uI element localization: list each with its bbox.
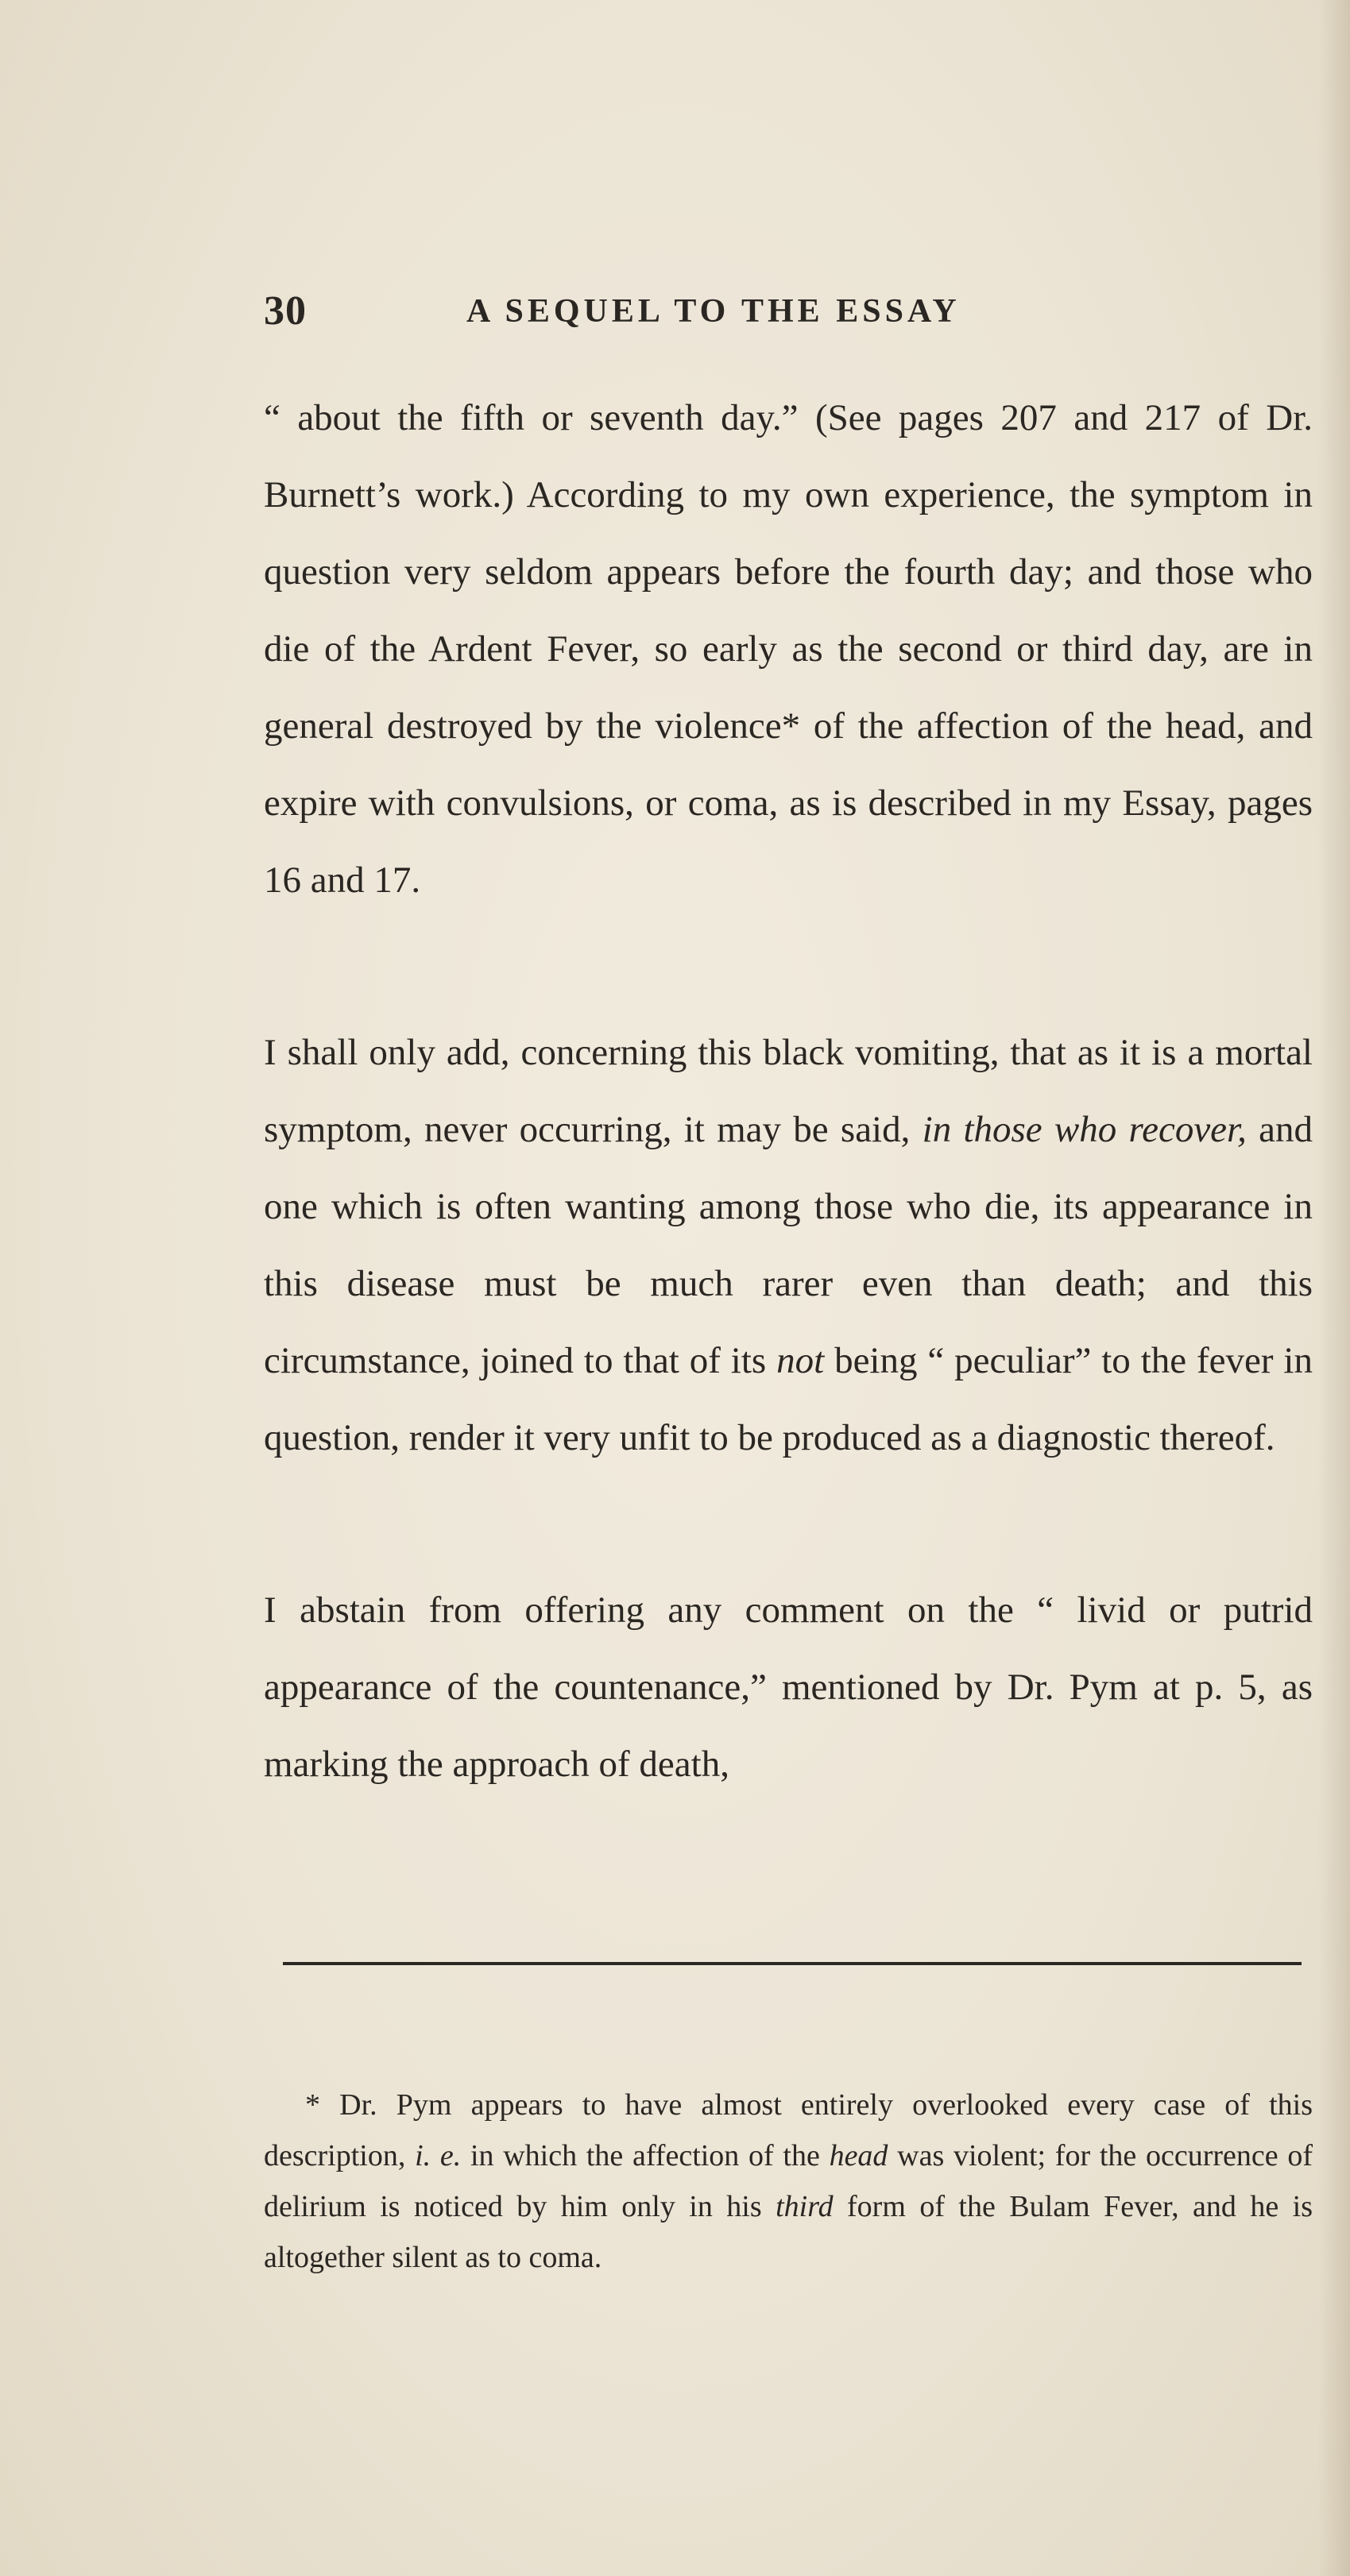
body-text bbox=[264, 380, 1313, 1803]
text-run: in which the affection of the bbox=[461, 2139, 830, 2172]
page-edge-shadow bbox=[1318, 0, 1350, 2576]
running-title: A SEQUEL TO THE ESSAY bbox=[466, 293, 961, 330]
page-number: 30 bbox=[264, 288, 307, 334]
text-run: form of the Bulam Fever, and he is altogether silent as to coma. bbox=[264, 2190, 1313, 2274]
paragraph-3 bbox=[264, 1572, 1313, 1803]
text-run: and one which is often wanting among those who die, its appearance in this disease must be much rarer even than death; and this circumstance, joined to that of its bbox=[264, 1109, 1313, 1381]
text-run: “ about the fifth or seventh day.” (See pages 207 and 217 of Dr. Burnett’s work.) According to my own experience, the symptom in question very seldom appears before the fourth day; and those who die of the Ardent Fever, so early as the second or third day, are in general destroyed by the violence* of the affection of the head, and expire with convulsions, or coma, as is described in my Essay, pages 16 and 17. bbox=[264, 397, 1313, 901]
paragraph-1 bbox=[264, 380, 1313, 919]
paragraph-2 bbox=[264, 1014, 1313, 1477]
italic-run: third bbox=[776, 2190, 834, 2223]
text-run: was violent; for the occurrence of delirium is noticed by him only in his bbox=[264, 2139, 1313, 2223]
text-run: I abstain from offering any comment on the “ livid or putrid appearance of the countenance,” mentioned by Dr. Pym at p. 5, as marking the approach of death, bbox=[264, 1589, 1313, 1785]
text-run: * Dr. Pym appears to have almost entirely overlooked every case of this description, bbox=[264, 2088, 1313, 2172]
text-run: being “ peculiar” to the fever in question, render it very unfit to be produced as a diagnostic thereof. bbox=[264, 1340, 1313, 1458]
text-run: I shall only add, concerning this black vomiting, that as it is a mortal symptom, never occurring, it may be said, bbox=[264, 1032, 1313, 1150]
italic-run: in those who recover, bbox=[922, 1109, 1247, 1150]
italic-run: i. e. bbox=[415, 2139, 462, 2172]
footnote-divider bbox=[283, 1962, 1302, 1965]
italic-run: not bbox=[776, 1340, 825, 1381]
italic-run: head bbox=[829, 2139, 888, 2172]
page-header bbox=[264, 288, 1090, 343]
footnote bbox=[264, 2080, 1313, 2283]
